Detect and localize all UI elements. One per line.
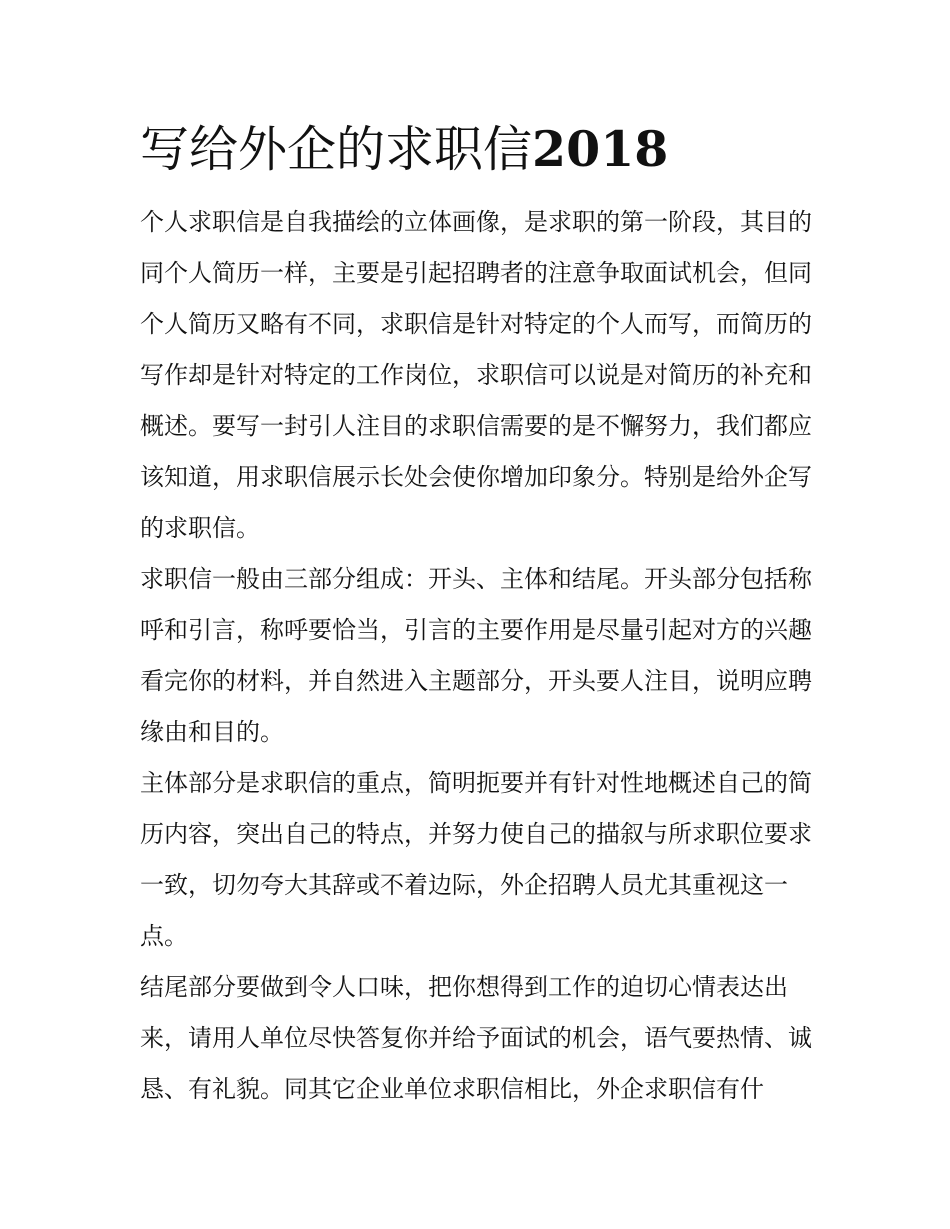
document-body — [140, 197, 812, 1115]
document-content — [140, 118, 812, 1115]
paragraph-structure: 求职信一般由三部分组成：开头、主体和结尾。开头部分包括称呼和引言，称呼要恰当，引言的主要作用是尽量引起对方的兴趣看完你的材料，并自然进入主题部分，开头要人注目，说明应聘缘由和目的。 — [140, 565, 812, 746]
title-text: 写给外企的求职信 — [140, 121, 533, 178]
paragraph-intro: 个人求职信是自我描绘的立体画像，是求职的第一阶段，其目的同个人简历一样，主要是引起招聘者的注意争取面试机会，但同个人简历又略有不同，求职信是针对特定的个人而写，而简历的写作却是针对特定的工作岗位，求职信可以说是对简历的补充和概述。要写一封引人注目的求职信需要的是不懈努力，我们都应该知道，用求职信展示长处会使你增加印象分。特别是给外企写的求职信。 — [140, 208, 812, 542]
paragraph-main-body: 主体部分是求职信的重点，简明扼要并有针对性地概述自己的简历内容，突出自己的特点，并努力使自己的描叙与所求职位要求一致，切勿夸大其辞或不着边际，外企招聘人员尤其重视这一点。 — [140, 769, 812, 950]
title-year: 2018 — [532, 120, 669, 178]
document-title — [140, 118, 812, 181]
paragraph-ending: 结尾部分要做到令人口味，把你想得到工作的迫切心情表达出来，请用人单位尽快答复你并给予面试的机会，语气要热情、诚恳、有礼貌。同其它企业单位求职信相比，外企求职信有什 — [140, 973, 812, 1103]
